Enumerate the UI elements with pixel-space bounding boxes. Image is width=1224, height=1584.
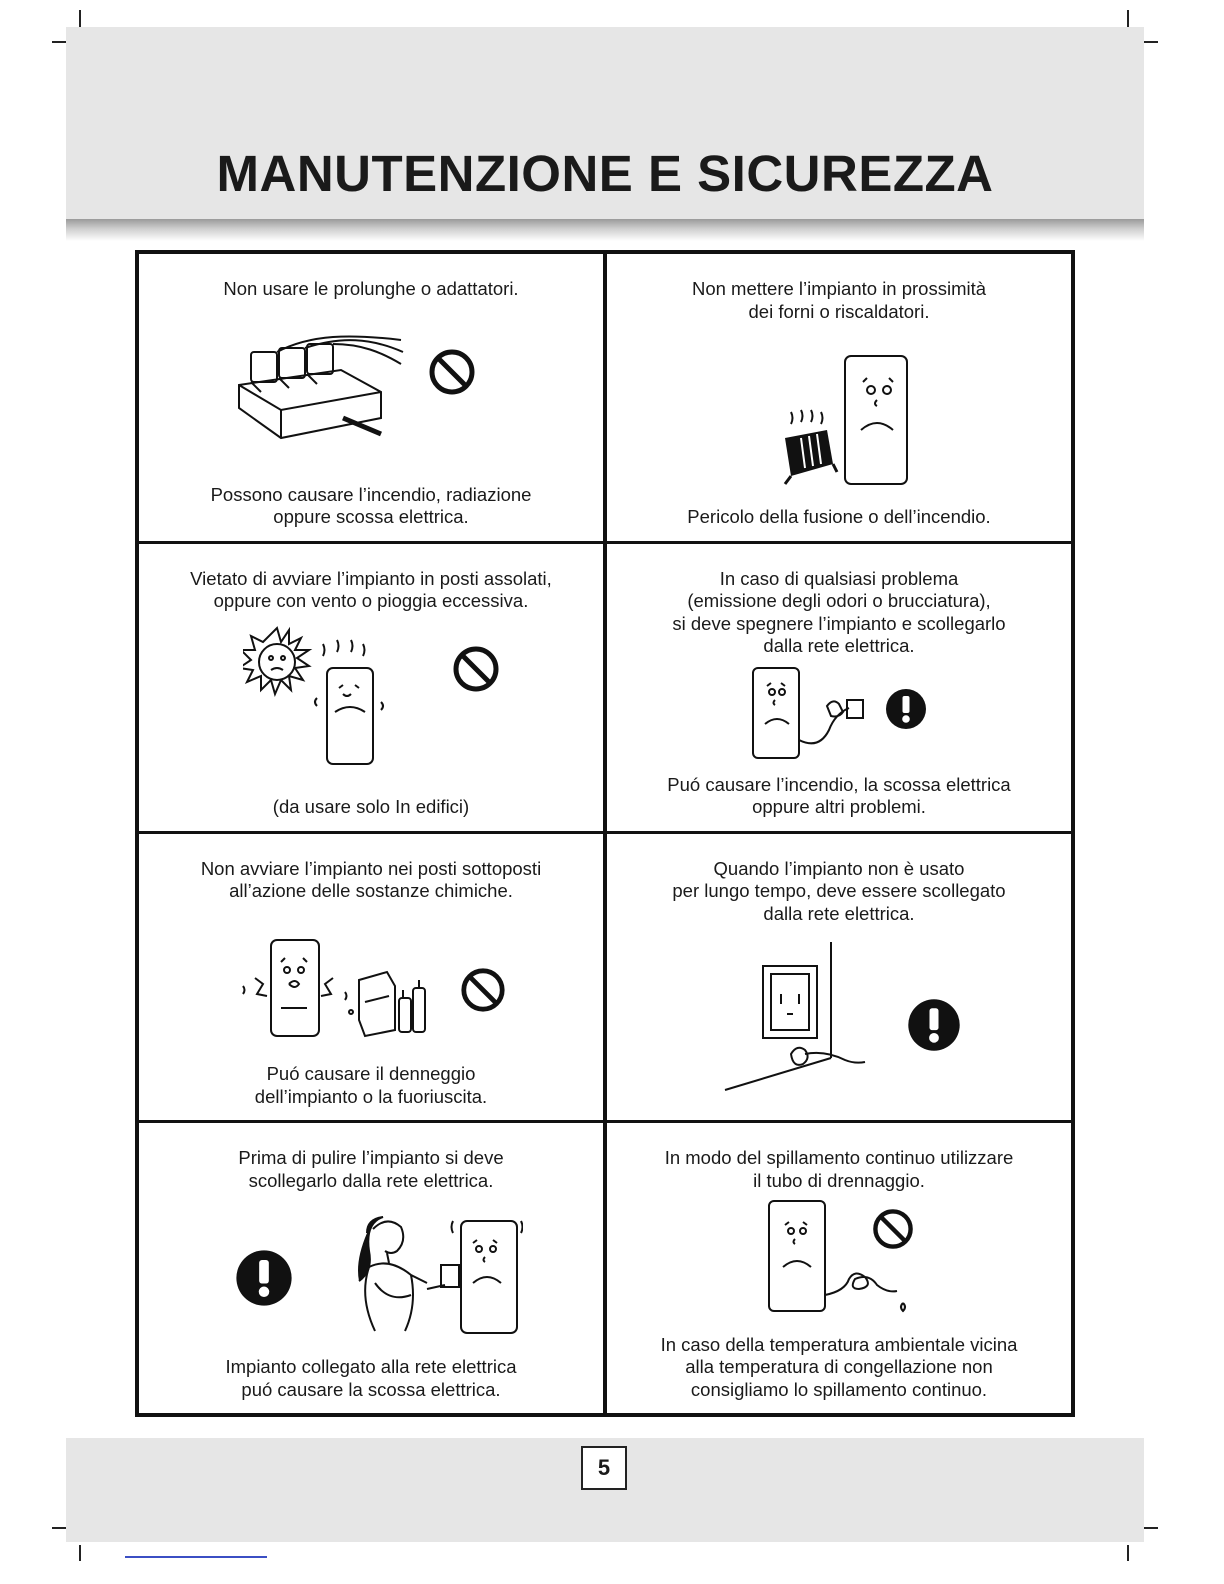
cell-heading: Non mettere l’impianto in prossimità dei forni o riscaldatori. bbox=[691, 278, 987, 322]
cell-heading: Vietato di avviare l’impianto in posti assolati, oppure con vento o pioggia eccessiva. bbox=[190, 567, 552, 612]
cell-caption: (da usare solo In edifici) bbox=[272, 796, 470, 817]
crop-mark bbox=[1127, 1545, 1129, 1561]
safety-cell-extension-cords bbox=[139, 254, 605, 544]
cell-caption: Possono causare l’incendio, radiazione oppure scossa elettrica. bbox=[210, 483, 532, 528]
warning-icon bbox=[885, 688, 927, 730]
safety-cell-heaters bbox=[605, 254, 1071, 544]
cell-caption: Puó causare il denneggio dell’impianto o la fuoriuscita. bbox=[254, 1063, 488, 1107]
safety-cell-drainage bbox=[605, 1123, 1071, 1413]
cell-heading: Non avviare l’impianto nei posti sottoposti all’azione delle sostanze chimiche. bbox=[200, 857, 542, 901]
warning-icon bbox=[235, 1249, 293, 1307]
chemicals-illustration bbox=[235, 934, 431, 1044]
cell-heading: In caso di qualsiasi problema (emissione degli odori o brucciatura), si deve spegnere l’impianto e scollegarlo dalla rete elettrica. bbox=[672, 567, 1006, 657]
sun-and-unit-illustration bbox=[243, 618, 393, 773]
page-title: MANUTENZIONE E SICUREZZA bbox=[216, 145, 994, 202]
power-strip-illustration bbox=[231, 330, 411, 450]
cell-heading: Prima di pulire l’impianto si deve scollegarlo dalla rete elettrica. bbox=[238, 1147, 504, 1191]
cell-heading: In modo del spillamento continuo utilizzare il tubo di drennaggio. bbox=[664, 1147, 1014, 1191]
safety-cell-long-unused bbox=[605, 834, 1071, 1124]
prohibited-icon bbox=[427, 347, 477, 397]
safety-grid bbox=[135, 250, 1075, 1417]
heater-near-unit-illustration bbox=[777, 352, 917, 492]
page-number: 5 bbox=[581, 1446, 627, 1490]
header-shadow bbox=[66, 219, 1144, 241]
prohibited-icon bbox=[459, 966, 507, 1014]
woman-unplugging-illustration bbox=[353, 1213, 523, 1339]
safety-cell-outdoor bbox=[139, 544, 605, 834]
cell-heading: Quando l’impianto non è usato per lungo tempo, deve essere scollegato dalla rete elettrica. bbox=[672, 857, 1006, 924]
crop-mark bbox=[1127, 10, 1129, 28]
unplug-unit-illustration bbox=[751, 666, 881, 764]
link-underline bbox=[125, 1556, 267, 1558]
safety-cell-problems bbox=[605, 544, 1071, 834]
crop-mark bbox=[1142, 41, 1158, 43]
crop-mark bbox=[1142, 1527, 1158, 1529]
cell-caption: Impianto collegato alla rete elettrica puó causare la scossa elettrica. bbox=[225, 1356, 517, 1400]
prohibited-icon bbox=[451, 644, 501, 694]
prohibited-icon bbox=[871, 1207, 915, 1251]
wall-socket-illustration bbox=[721, 938, 871, 1094]
warning-icon bbox=[907, 998, 961, 1052]
cell-heading: Non usare le prolunghe o adattatori. bbox=[223, 278, 519, 299]
crop-mark bbox=[79, 10, 81, 28]
crop-mark bbox=[79, 1545, 81, 1561]
safety-cell-chemicals bbox=[139, 834, 605, 1124]
cell-caption: In caso della temperatura ambientale vicina alla temperatura di congellazione non consigliamo lo spillamento continuo. bbox=[660, 1333, 1018, 1400]
safety-cell-cleaning bbox=[139, 1123, 605, 1413]
cell-caption: Puó causare l’incendio, la scossa elettrica oppure altri problemi. bbox=[667, 773, 1011, 817]
cell-caption: Pericolo della fusione o dell’incendio. bbox=[687, 506, 991, 528]
